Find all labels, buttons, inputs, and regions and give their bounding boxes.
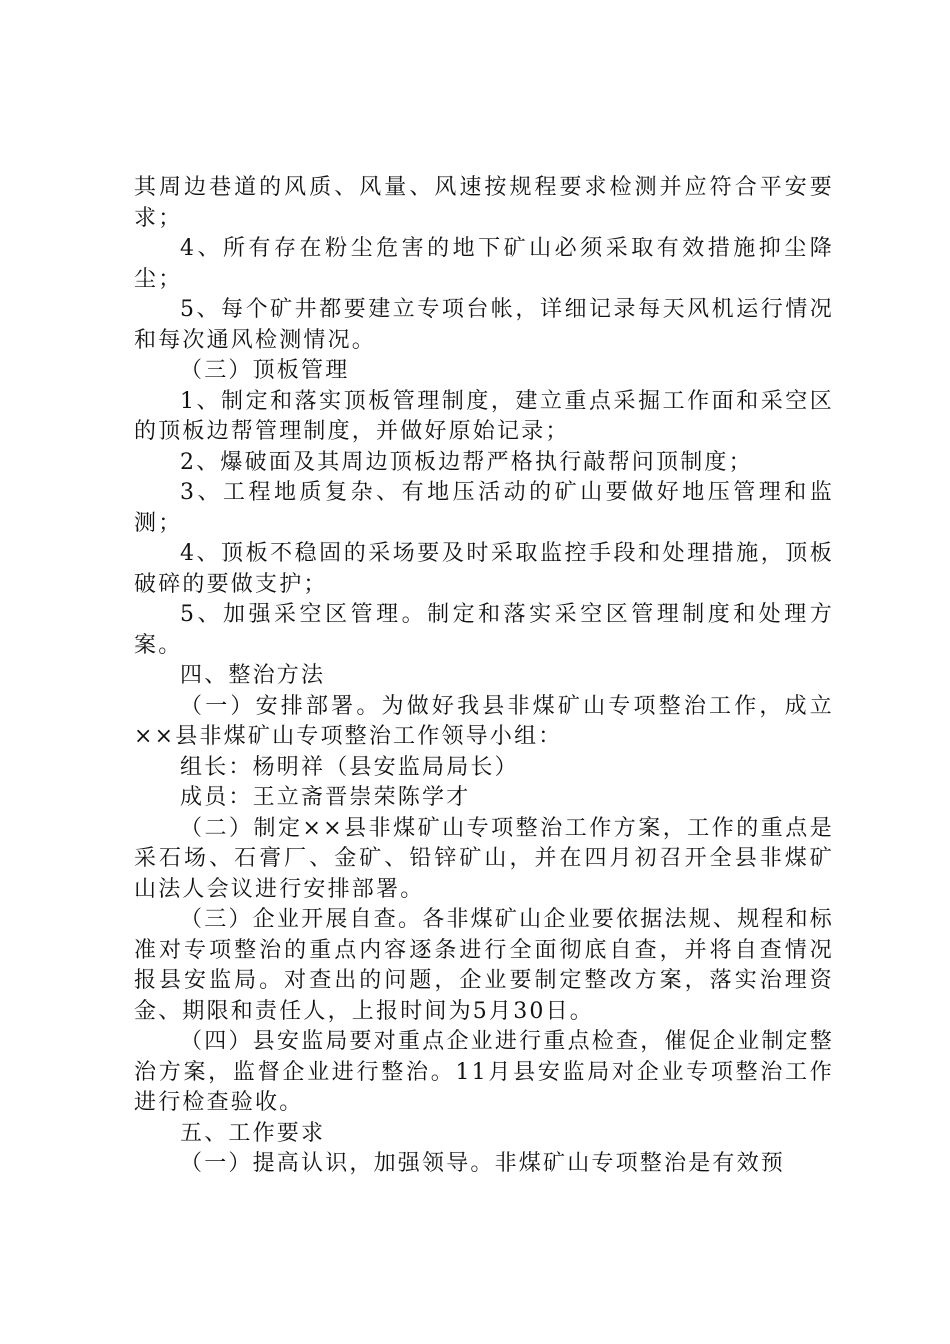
paragraph-methods-2: （二）制定××县非煤矿山专项整治工作方案，工作的重点是采石场、石膏厂、金矿、铅锌矿山，并在四月初召开全县非煤矿山法人会议进行安排部署。 — [134, 815, 834, 902]
paragraph-requirements-1: （一）提高认识，加强领导。非煤矿山专项整治是有效预 — [180, 1151, 786, 1176]
paragraph-ventilation-continued: 其周边巷道的风质、风量、风速按规程要求检测并应符合平安要求； — [134, 175, 834, 231]
section-heading-requirements: 五、工作要求 — [180, 1120, 326, 1146]
paragraph-ledger: 5、每个矿井都要建立专项台帐，详细记录每天风机运行情况和每次通风检测情况。 — [134, 297, 834, 353]
paragraph-roof-2: 2、爆破面及其周边顶板边帮严格执行敲帮问顶制度； — [180, 449, 753, 475]
paragraph-members: 成员：王立斋晋崇荣陈学才 — [180, 785, 471, 810]
paragraph-roof-3: 3、工程地质复杂、有地压活动的矿山要做好地压管理和监测； — [134, 480, 834, 536]
document-body — [134, 173, 834, 1180]
section-heading-roof-management: （三）顶板管理 — [180, 358, 350, 383]
paragraph-leader: 组长：杨明祥（县安监局局长） — [180, 754, 519, 780]
paragraph-roof-4: 4、顶板不稳固的采场要及时采取监控手段和处理措施，顶板破碎的要做支护； — [134, 541, 834, 597]
paragraph-methods-3: （三）企业开展自查。各非煤矿山企业要依据法规、规程和标准对专项整治的重点内容逐条进行全面彻底自查，并将自查情况报县安监局。对查出的问题，企业要制定整改方案，落实治理资金、期限和责任人，上报时间为5月30日。 — [134, 907, 834, 1024]
section-heading-methods: 四、整治方法 — [180, 663, 326, 688]
paragraph-methods-1: （一）安排部署。为做好我县非煤矿山专项整治工作，成立××县非煤矿山专项整治工作领导小组： — [134, 693, 834, 749]
paragraph-dust-control: 4、所有存在粉尘危害的地下矿山必须采取有效措施抑尘降尘； — [134, 236, 834, 292]
paragraph-roof-5: 5、加强采空区管理。制定和落实采空区管理制度和处理方案。 — [134, 602, 834, 658]
paragraph-methods-4: （四）县安监局要对重点企业进行重点检查，催促企业制定整治方案，监督企业进行整治。11月县安监局对企业专项整治工作进行检查验收。 — [134, 1029, 834, 1115]
paragraph-roof-1: 1、制定和落实顶板管理制度，建立重点采掘工作面和采空区的顶板边帮管理制度，并做好原始记录； — [134, 388, 834, 444]
